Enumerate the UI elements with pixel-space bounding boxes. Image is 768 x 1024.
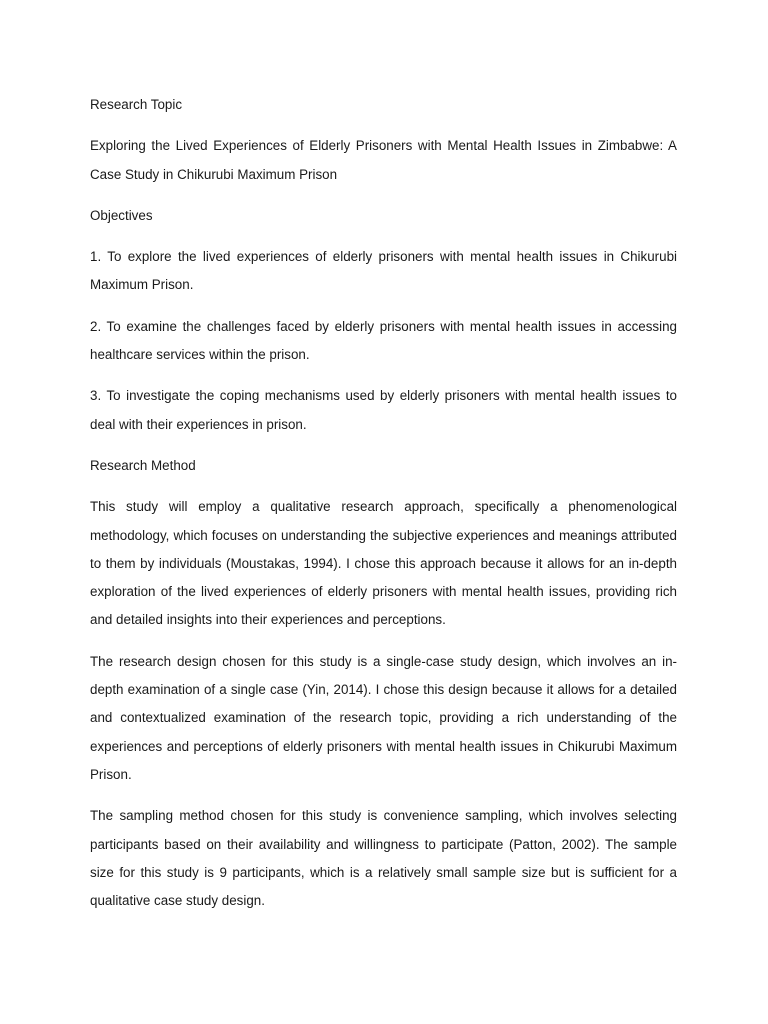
method-paragraph: The research design chosen for this study is a single-case study design, which involves an in-depth examination of a single case (Yin, 2014). I chose this design because it allows for a detailed and contextualized examination of the research topic, providing a rich understanding of the experiences and perceptions of elderly prisoners with mental health issues in Chikurubi Maximum Prison. <box>90 653 677 782</box>
objective-item: 1. To explore the lived experiences of elderly prisoners with mental health issues in Chikurubi Maximum Prison. <box>90 249 677 293</box>
research-topic-heading: Research Topic <box>90 97 183 112</box>
research-method-heading: Research Method <box>90 457 196 473</box>
document-page <box>90 91 677 928</box>
objectives-heading: Objectives <box>90 207 153 223</box>
method-paragraph: The sampling method chosen for this study is convenience sampling, which involves selecting participants based on their availability and willingness to participate (Patton, 2002). The sample size for this study is 9 participants, which is a relatively small sample size but is sufficient for a qualitative case study design. <box>90 808 677 909</box>
objective-item: 3. To investigate the coping mechanisms used by elderly prisoners with mental health issues to deal with their experiences in prison. <box>90 388 677 432</box>
method-paragraph: This study will employ a qualitative research approach, specifically a phenomenological methodology, which focuses on understanding the subjective experiences and meanings attributed to them by individuals (Moustakas, 1994). I chose this approach because it allows for an in-depth exploration of the lived experiences of elderly prisoners with mental health issues, providing rich and detailed insights into their experiences and perceptions. <box>90 499 677 628</box>
research-title: Exploring the Lived Experiences of Elderly Prisoners with Mental Health Issues in Zimbabwe: A Case Study in Chikurubi Maximum Prison <box>90 138 677 182</box>
objective-item: 2. To examine the challenges faced by elderly prisoners with mental health issues in accessing healthcare services within the prison. <box>90 318 677 363</box>
